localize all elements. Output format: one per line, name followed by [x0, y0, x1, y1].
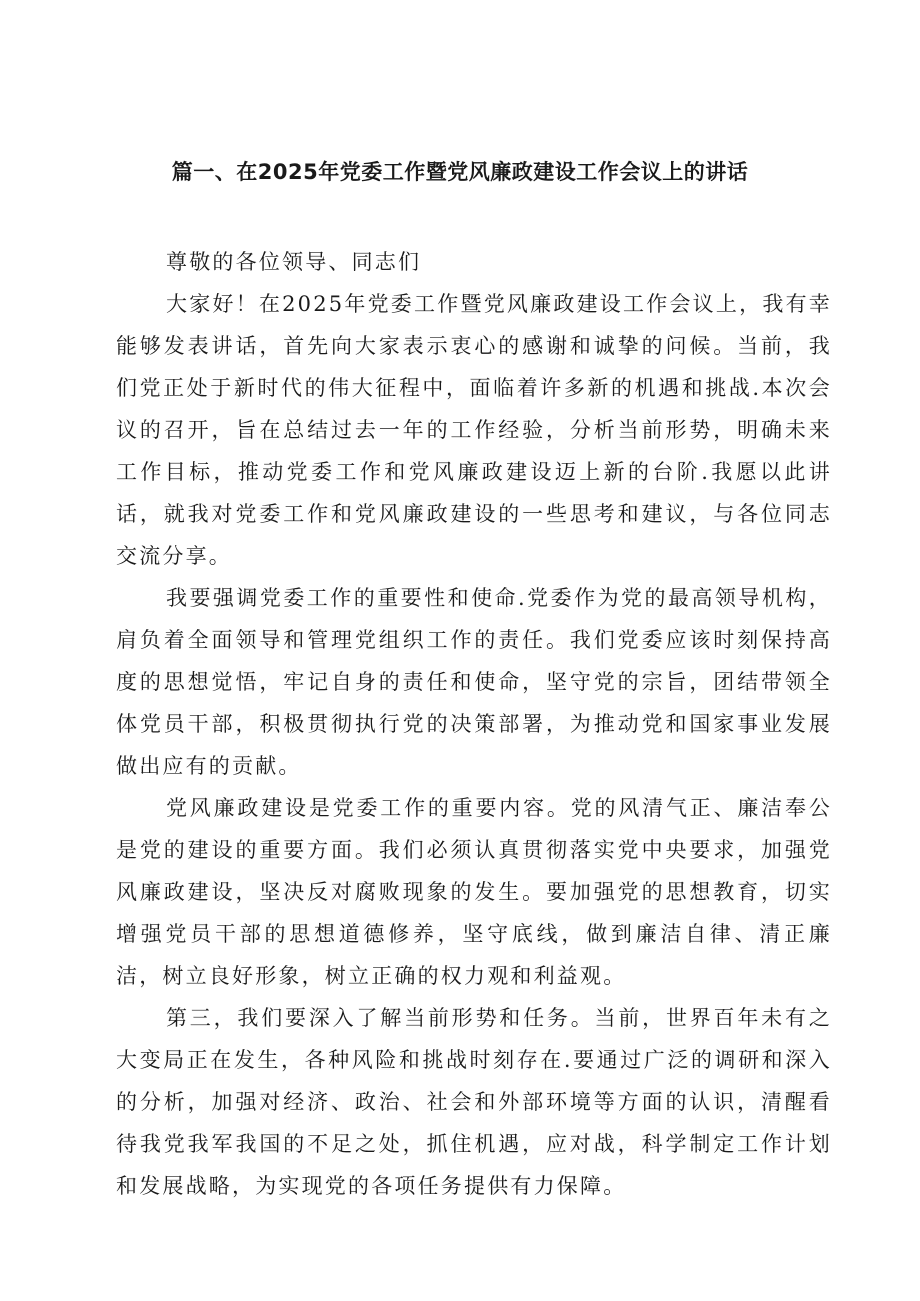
- paragraph-opening: 大家好！在2025年党委工作暨党风廉政建设工作会议上，我有幸能够发表讲话，首先向大家表示衷心的感谢和诚挚的问候。当前，我们党正处于新时代的伟大征程中，面临着许多新的机遇和挑战.本次会议的召开，旨在总结过去一年的工作经验，分析当前形势，明确未来工作目标，推动党委工作和党风廉政建设迈上新的台阶.我愿以此讲话，就我对党委工作和党风廉政建设的一些思考和建议，与各位同志交流分享。: [116, 292, 832, 568]
- salutation: 尊敬的各位领导、同志们: [166, 250, 422, 274]
- paragraph-current-situation: 第三，我们要深入了解当前形势和任务。当前，世界百年未有之大变局正在发生，各种风险和挑战时刻存在.要通过广泛的调研和深入的分析，加强对经济、政治、社会和外部环境等方面的认识，清醒看待我党我军我国的不足之处，抓住机遇，应对战，科学制定工作计划和发展战略，为实现党的各项任务提供有力保障。: [116, 1006, 832, 1198]
- document-body: [116, 241, 832, 1207]
- paragraph-party-committee-mission: 我要强调党委工作的重要性和使命.党委作为党的最高领导机构，肩负着全面领导和管理党组织工作的责任。我们党委应该时刻保持高度的思想觉悟，牢记自身的责任和使命，坚守党的宗旨，团结带领全体党员干部，积极贯彻执行党的决策部署，为推动党和国家事业发展做出应有的贡献。: [116, 586, 832, 778]
- paragraph-integrity-building: 党风廉政建设是党委工作的重要内容。党的风清气正、廉洁奉公是党的建设的重要方面。我们必须认真贯彻落实党中央要求，加强党风廉政建设，坚决反对腐败现象的发生。要加强党的思想教育，切实增强党员干部的思想道德修养，坚守底线，做到廉洁自律、清正廉洁，树立良好形象，树立正确的权力观和利益观。: [116, 796, 832, 988]
- document-title: 篇一、在2025年党委工作暨党风廉政建设工作会议上的讲话: [171, 160, 749, 184]
